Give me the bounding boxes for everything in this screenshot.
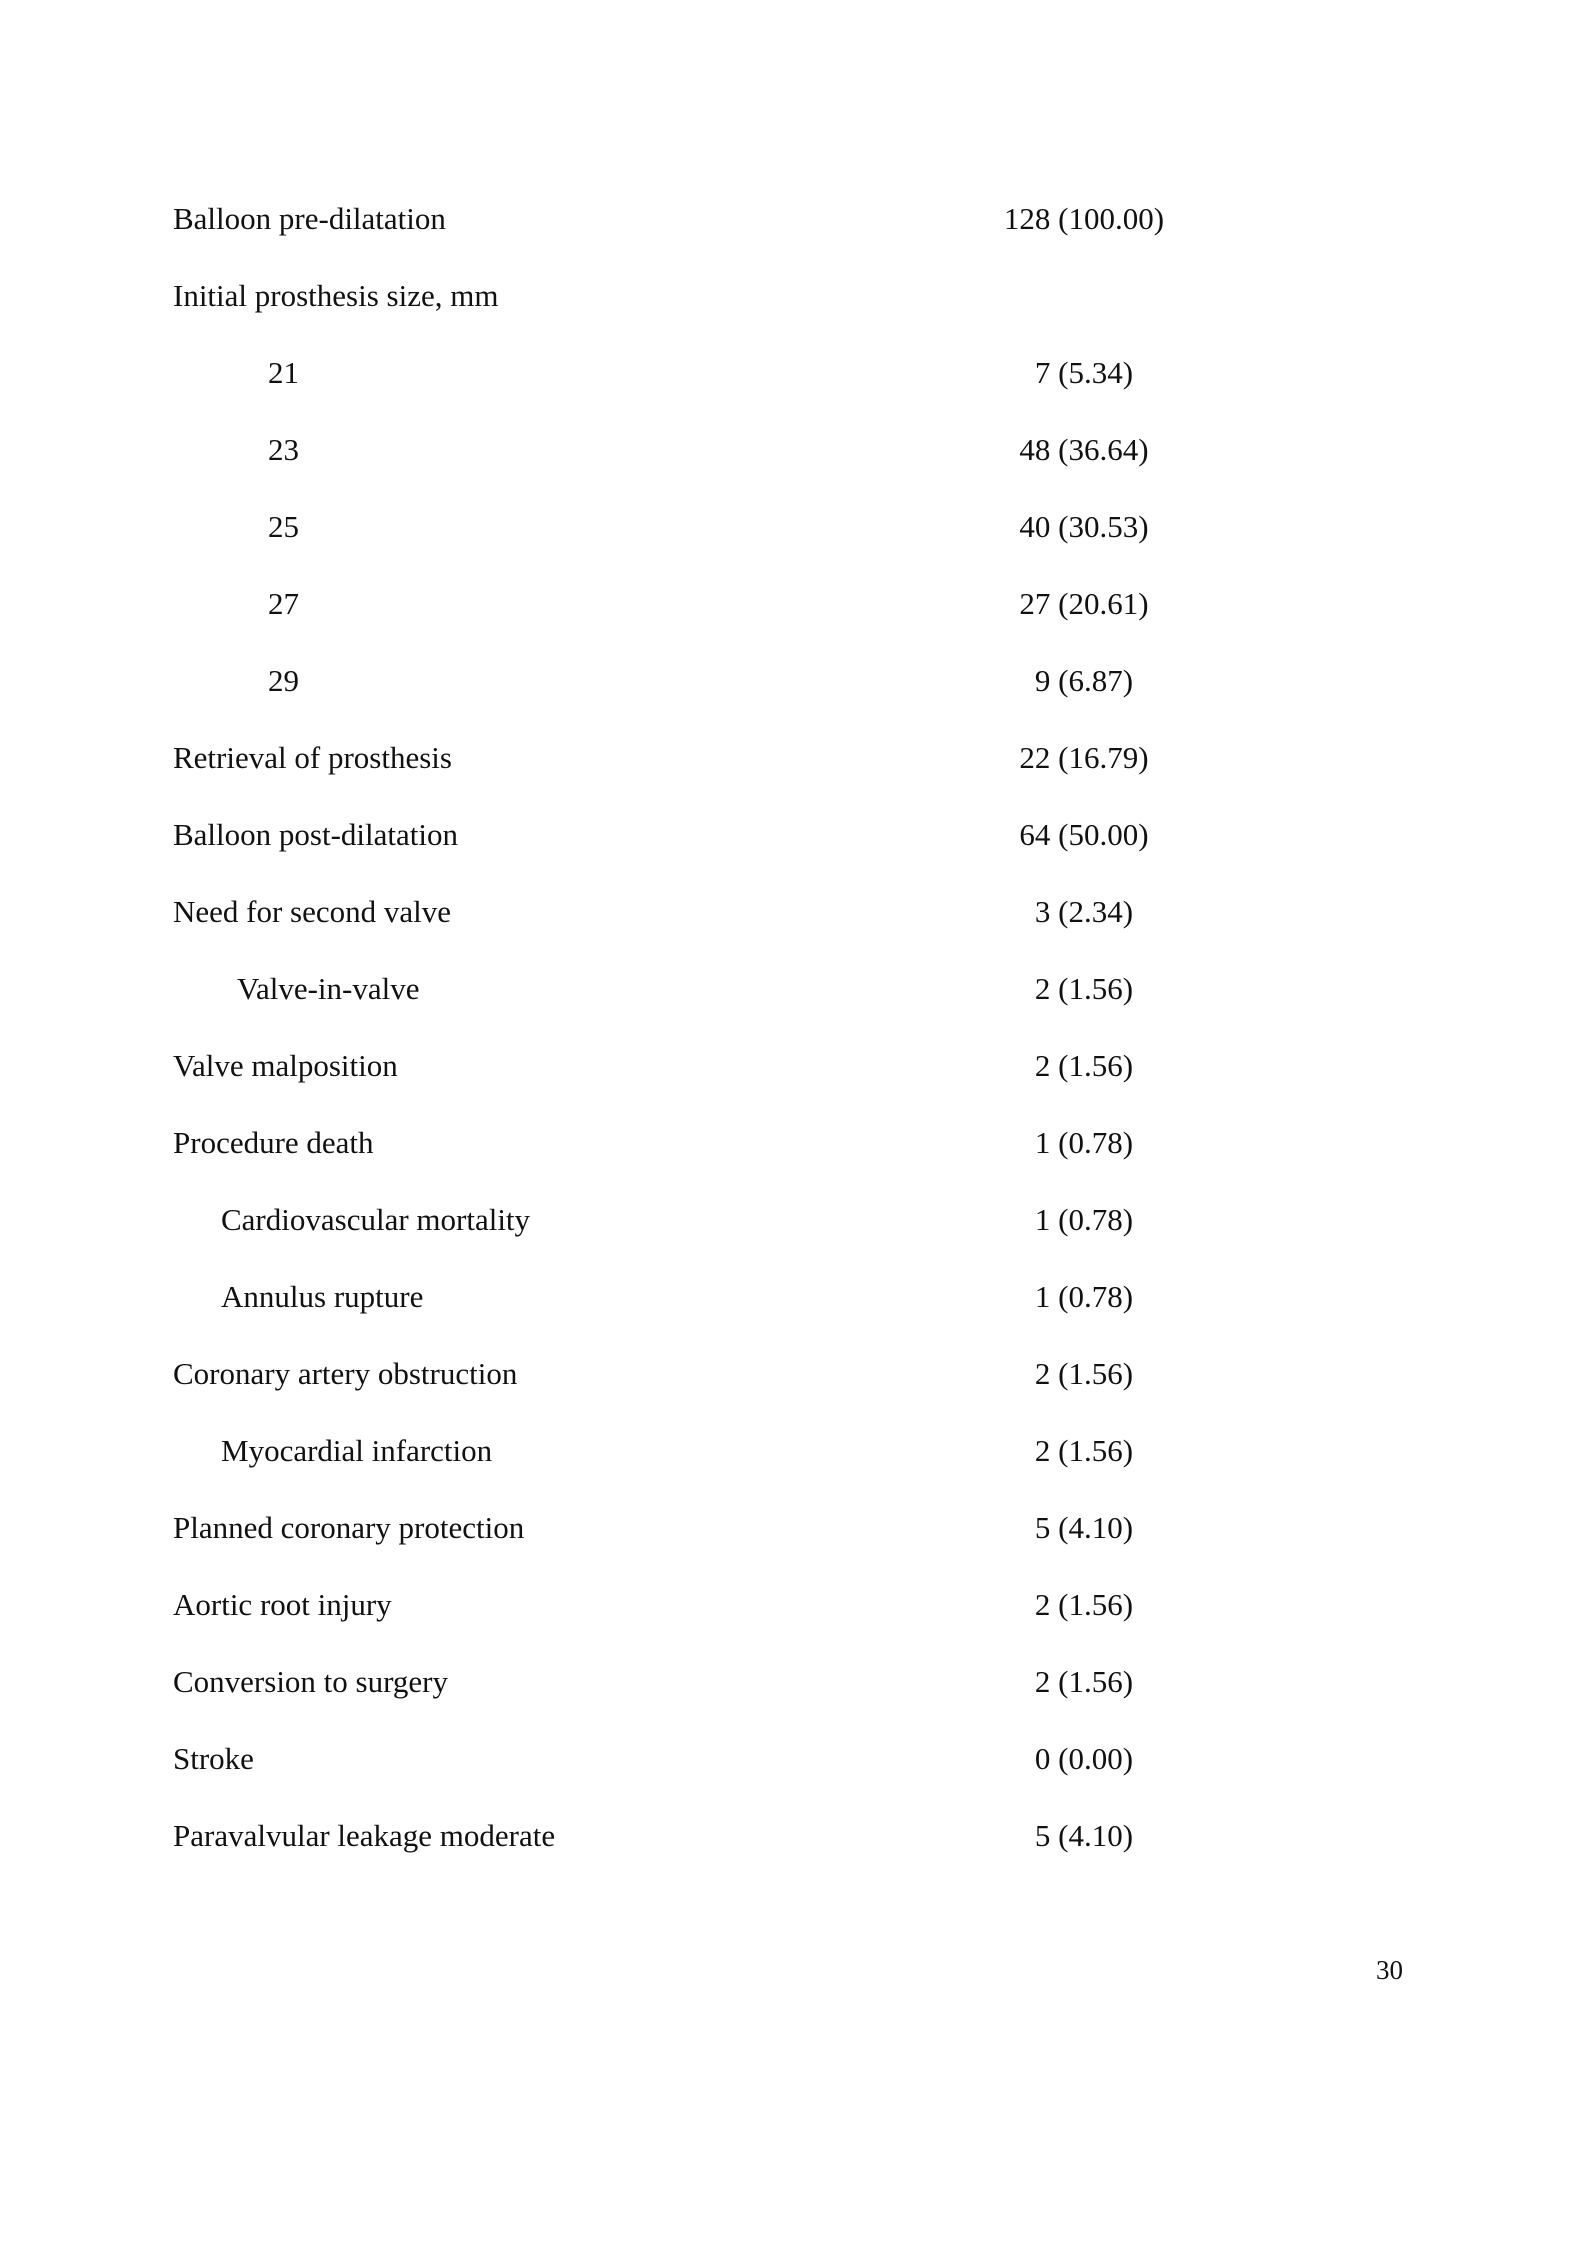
table-row: [0, 1422, 1588, 1499]
table-row: [0, 652, 1588, 729]
row-label: Annulus rupture: [221, 1279, 424, 1314]
row-label: Myocardial infarction: [221, 1433, 493, 1468]
table-row: [0, 1653, 1588, 1730]
row-value: 2 (1.56): [1034, 971, 1134, 1006]
row-label: 21: [268, 355, 299, 390]
row-value: 5 (4.10): [1034, 1510, 1134, 1545]
row-label: 29: [268, 663, 299, 698]
row-label: 23: [268, 432, 299, 467]
row-label: Need for second valve: [173, 894, 452, 929]
row-value: 2 (1.56): [1034, 1664, 1134, 1699]
row-label: Coronary artery obstruction: [173, 1356, 518, 1391]
table-row: [0, 267, 1588, 344]
row-value: 1 (0.78): [1034, 1279, 1134, 1314]
table-row: [0, 883, 1588, 960]
row-value: 64 (50.00): [1019, 817, 1149, 852]
table-row: [0, 575, 1588, 652]
row-value: 1 (0.78): [1034, 1125, 1134, 1160]
row-value: 2 (1.56): [1034, 1048, 1134, 1083]
table-row: [0, 1499, 1588, 1576]
row-label: Planned coronary protection: [173, 1510, 525, 1545]
row-label: Procedure death: [173, 1125, 374, 1160]
row-value: 7 (5.34): [1034, 355, 1134, 390]
table-row: [0, 344, 1588, 421]
procedural-outcomes-table: [0, 190, 1588, 1884]
table-row: [0, 1037, 1588, 1114]
table-row: [0, 1191, 1588, 1268]
row-value: 5 (4.10): [1034, 1818, 1134, 1853]
row-value: 27 (20.61): [1019, 586, 1149, 621]
row-label: Balloon pre-dilatation: [173, 201, 446, 236]
table-row: [0, 498, 1588, 575]
row-value: 48 (36.64): [1019, 432, 1149, 467]
table-row: [0, 1807, 1588, 1884]
table-row: [0, 421, 1588, 498]
row-value: 2 (1.56): [1034, 1433, 1134, 1468]
row-label: Retrieval of prosthesis: [173, 740, 452, 775]
table-row: [0, 1345, 1588, 1422]
row-label: 25: [268, 509, 299, 544]
row-value: 9 (6.87): [1034, 663, 1134, 698]
row-label: Paravalvular leakage moderate: [173, 1818, 556, 1853]
row-value: 3 (2.34): [1034, 894, 1134, 929]
table-row: [0, 1576, 1588, 1653]
row-value: 1 (0.78): [1034, 1202, 1134, 1237]
row-label: Initial prosthesis size, mm: [173, 278, 499, 313]
row-label: Conversion to surgery: [173, 1664, 448, 1699]
row-value: 2 (1.56): [1034, 1587, 1134, 1622]
row-value: 40 (30.53): [1019, 509, 1149, 544]
table-row: [0, 1114, 1588, 1191]
row-label: 27: [268, 586, 299, 621]
row-value: 2 (1.56): [1034, 1356, 1134, 1391]
table-row: [0, 729, 1588, 806]
row-label: Aortic root injury: [173, 1587, 392, 1622]
table-row: [0, 1268, 1588, 1345]
row-label: Stroke: [173, 1741, 254, 1776]
page-number: 30: [1376, 1955, 1403, 1985]
row-value: 0 (0.00): [1034, 1741, 1134, 1776]
table-row: [0, 1730, 1588, 1807]
table-row: [0, 806, 1588, 883]
row-label: Valve malposition: [173, 1048, 398, 1083]
row-value: 22 (16.79): [1019, 740, 1149, 775]
table-row: [0, 960, 1588, 1037]
row-label: Balloon post-dilatation: [173, 817, 458, 852]
row-value: 128 (100.00): [1003, 201, 1165, 236]
table-row: [0, 190, 1588, 267]
row-label: Cardiovascular mortality: [221, 1202, 531, 1237]
row-label: Valve-in-valve: [237, 971, 420, 1006]
